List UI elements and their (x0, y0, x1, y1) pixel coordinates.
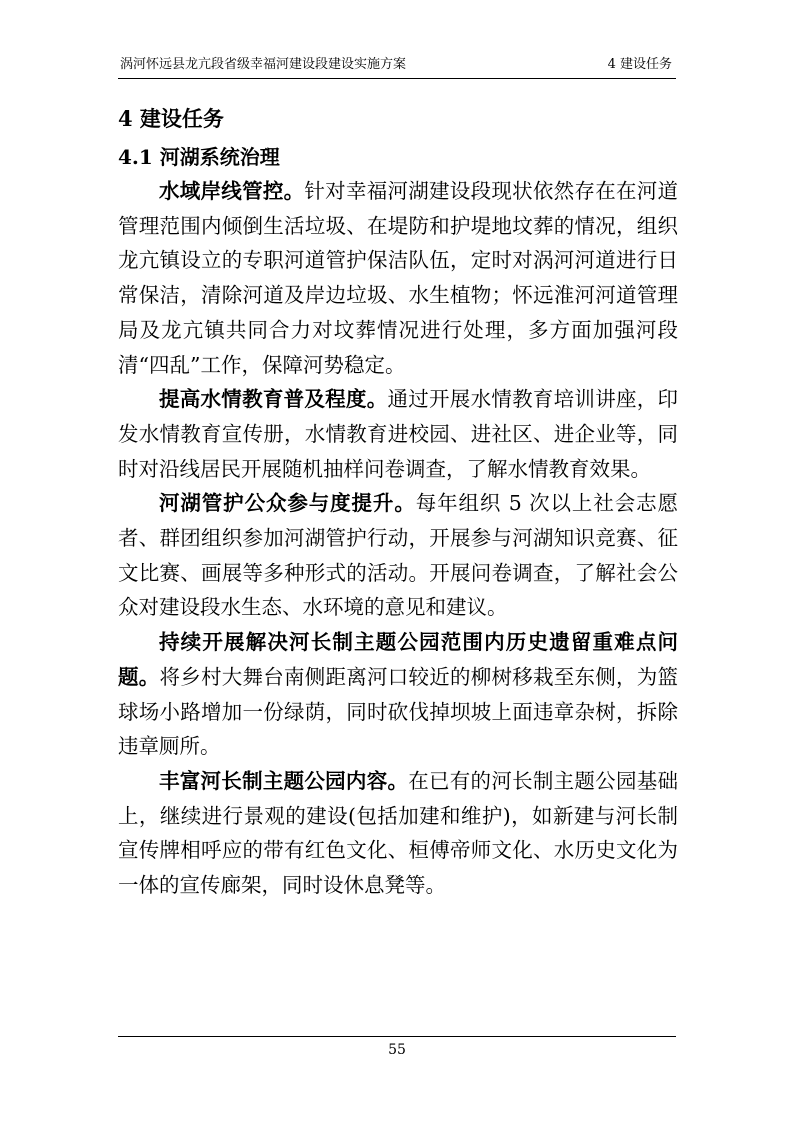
footer-divider (118, 1036, 676, 1037)
paragraph-text: 通过开展水情教育培训讲座，印发水情教育宣传册，水情教育进校园、进社区、进企业等，同时对沿线居民开展随机抽样问卷调查，了解水情教育效果。 (118, 387, 679, 481)
paragraph-lead: 持续开展解决河长制主题公园范围内历史遗留重难点问题。 (118, 630, 678, 689)
header-chapter-title: 4 建设任务 (607, 57, 672, 72)
paragraph-lead: 提高水情教育普及程度。 (159, 387, 388, 412)
paragraph-lead: 水域岸线管控。 (159, 179, 305, 203)
paragraph-text: 针对幸福河湖建设段现状依然存在在河道管理范围内倾倒生活垃圾、在堤防和护堤地坟葬的情况，组织龙亢镇设立的专职河道管护保洁队伍，定时对涡河河道进行日常保洁，清除河道及岸边垃圾、水生植物；怀远淮河河道管理局及龙亢镇共同合力对坟葬情况进行处理，多方面加强河段清“四乱”工作，保障河势稳定。 (118, 179, 679, 377)
paragraph-shoreline-control (118, 174, 678, 382)
paragraph-public-participation (118, 486, 678, 625)
page-number: 55 (388, 1042, 406, 1058)
running-header (118, 56, 676, 79)
subsection-heading: 4.1 河湖系统治理 (118, 145, 280, 169)
paragraph-lead: 丰富河长制主题公园内容。 (159, 768, 409, 793)
paragraph-theme-park (118, 764, 678, 903)
paragraph-text: 将乡村大舞台南侧距离河口较近的柳树移栽至东侧，为篮球场小路增加一份绿荫，同时砍伐掉坝坡上面违章杂树，拆除违章厕所。 (118, 664, 678, 759)
header-document-title: 涡河怀远县龙亢段省级幸福河建设段建设实施方案 (120, 57, 407, 72)
body-text (118, 174, 678, 903)
paragraph-text: 在已有的河长制主题公园基础上，继续进行景观的建设(包括加建和维护)，如新建与河长制宣传牌相呼应的带有红色文化、桓傅帝师文化、水历史文化为一体的宣传廊架，同时设休息凳等。 (118, 768, 678, 898)
paragraph-water-education (118, 382, 678, 486)
paragraph-text: 每年组织 5 次以上社会志愿者、群团组织参加河湖管护行动，开展参与河湖知识竞赛、征文比赛、画展等多种形式的活动。开展问卷调查，了解社会公众对建设段水生态、水环境的意见和建议。 (118, 491, 679, 620)
paragraph-lead: 河湖管护公众参与度提升。 (159, 491, 416, 516)
section-heading: 4 建设任务 (118, 106, 224, 131)
paragraph-legacy-issues (118, 625, 678, 764)
